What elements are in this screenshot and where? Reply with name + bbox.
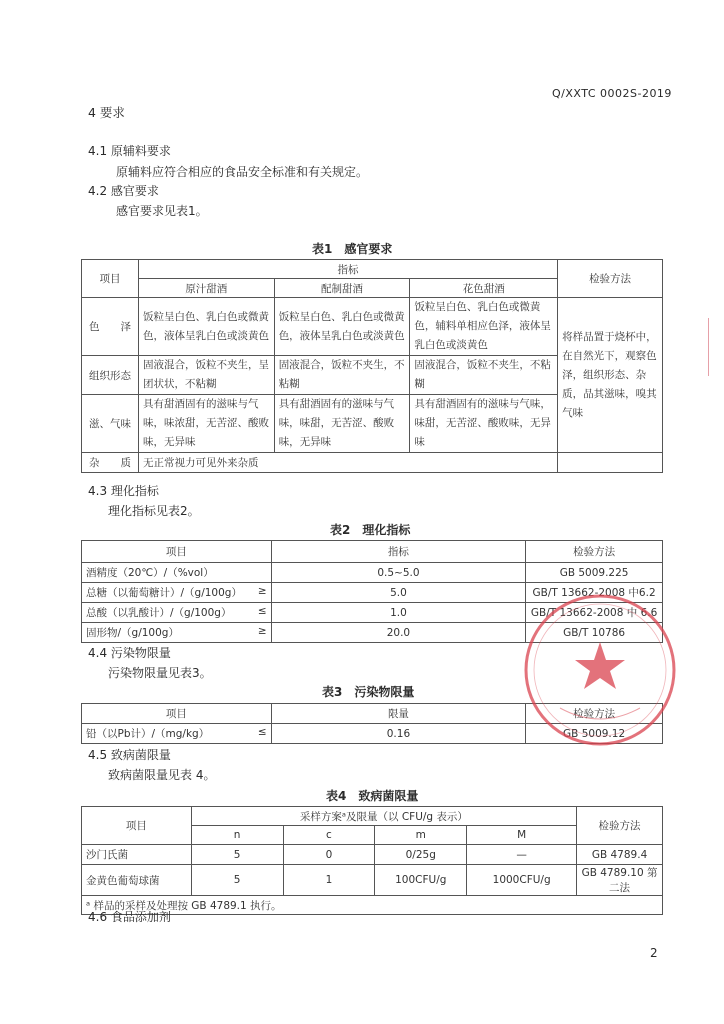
t4-row-staph-n: 5	[191, 865, 283, 896]
t4-header-item: 项目	[82, 807, 192, 845]
t1-row-taste-c2: 具有甜酒固有的滋味与气味，味甜，无苦涩、酸败味，无异味	[274, 395, 410, 453]
t2-row-acid-method: GB/T 13662-2008 中 6.6	[526, 603, 663, 623]
t1-row-impurity-text: 无正常视力可见外来杂质	[138, 453, 557, 473]
t1-row-taste-item: 滋、气味	[82, 395, 139, 453]
section-4-5-title: 4.5 致病菌限量	[88, 748, 171, 762]
table1-caption: 表1 感官要求	[312, 242, 393, 256]
section-4-2-title: 4.2 感官要求	[88, 184, 159, 198]
t2-row-sugar-value: 5.0	[271, 583, 525, 603]
page-number: 2	[650, 946, 658, 960]
t4-row-staph-m: 100CFU/g	[375, 865, 467, 896]
section-4-1-text: 原辅料应符合相应的食品安全标准和有关规定。	[116, 165, 369, 179]
t1-row-taste-c3: 具有甜酒固有的滋味与气味，味甜，无苦涩、酸败味，无异味	[410, 395, 558, 453]
t1-row-texture-c3: 固液混合，饭粒不夹生，不粘糊	[410, 356, 558, 395]
standard-number: Q/XXTC 0002S-2019	[552, 87, 672, 100]
t4-header-plan: 采样方案ᵃ及限量（以 CFU/g 表示）	[191, 807, 576, 826]
edge-seal-fragment	[708, 318, 724, 376]
t2-row-acid-op: ≤	[257, 605, 267, 617]
section-4-2-text: 感官要求见表1。	[116, 204, 208, 218]
section-4-3-text: 理化指标见表2。	[108, 504, 200, 518]
t1-header-index: 指标	[138, 260, 557, 279]
t3-row-lead-value: 0.16	[271, 724, 525, 744]
table3-caption: 表3 污染物限量	[322, 685, 415, 699]
t1-row-texture-c2: 固液混合，饭粒不夹生，不粘糊	[274, 356, 410, 395]
t1-subheader-original: 原汁甜酒	[138, 279, 274, 298]
t4-header-method: 检验方法	[577, 807, 663, 845]
t4-row-salmonella-method: GB 4789.4	[577, 845, 663, 865]
t1-method-cell: 将样品置于烧杯中，在自然光下，观察色泽，组织形态、杂质，品其滋味，嗅其气味	[558, 298, 663, 453]
t3-header-limit: 限量	[271, 704, 525, 724]
t2-row-solids-op: ≥	[257, 625, 267, 637]
t1-row-color-c3: 饭粒呈白色、乳白色或微黄色，辅料单相应色泽，液体呈乳白色或淡黄色	[410, 298, 558, 356]
t4-row-staph-method: GB 4789.10 第二法	[577, 865, 663, 896]
t2-row-acid-item: 总酸（以乳酸计）/（g/100g）	[86, 607, 232, 619]
section-4-3-title: 4.3 理化指标	[88, 484, 159, 498]
t1-header-item: 项目	[82, 260, 139, 298]
t2-row-sugar-item: 总糖（以葡萄糖计）/（g/100g）	[86, 587, 242, 599]
t4-row-salmonella-c: 0	[283, 845, 375, 865]
section-4-1-title: 4.1 原辅料要求	[88, 144, 171, 158]
t1-row-impurity-method	[558, 453, 663, 473]
t4-row-salmonella-item: 沙门氏菌	[82, 845, 192, 865]
t4-row-salmonella-m: 0/25g	[375, 845, 467, 865]
t1-row-color-c1: 饭粒呈白色、乳白色或微黄色，液体呈乳白色或淡黄色	[138, 298, 274, 356]
t4-row-salmonella-n: 5	[191, 845, 283, 865]
sensory-table	[81, 259, 663, 473]
section-4-5-text: 致病菌限量见表 4。	[108, 768, 216, 782]
t4-row-salmonella-M: —	[467, 845, 577, 865]
t2-row-sugar-method: GB/T 13662-2008 中6.2	[526, 583, 663, 603]
t1-row-texture-c1: 固液混合，饭粒不夹生，呈团状状，不粘糊	[138, 356, 274, 395]
t2-row-alcohol-method: GB 5009.225	[526, 563, 663, 583]
t3-header-method: 检验方法	[526, 704, 663, 724]
t1-subheader-mixed: 配制甜酒	[274, 279, 410, 298]
t4-row-staph-M: 1000CFU/g	[467, 865, 577, 896]
t2-row-sugar-op: ≥	[257, 585, 267, 597]
t2-header-index: 指标	[271, 541, 525, 563]
t1-subheader-flavored: 花色甜酒	[410, 279, 558, 298]
t2-row-solids-item: 固形物/（g/100g）	[86, 627, 179, 639]
t2-header-item: 项目	[82, 541, 272, 563]
section-4-title: 4 要求	[88, 105, 125, 120]
t2-row-alcohol-value: 0.5~5.0	[271, 563, 525, 583]
t1-row-color-c2: 饭粒呈白色、乳白色或微黄色，液体呈乳白色或淡黄色	[274, 298, 410, 356]
t4-subheader-n: n	[191, 826, 283, 845]
t4-subheader-m: m	[375, 826, 467, 845]
seal-star-icon	[575, 642, 625, 689]
t3-header-item: 项目	[82, 704, 272, 724]
table2-caption: 表2 理化指标	[330, 523, 411, 537]
section-4-4-title: 4.4 污染物限量	[88, 646, 171, 660]
t3-row-lead-method: GB 5009.12	[526, 724, 663, 744]
t1-row-color-item: 色 泽	[82, 298, 139, 356]
t1-row-taste-c1: 具有甜酒固有的滋味与气味，味浓甜，无苦涩、酸败味，无异味	[138, 395, 274, 453]
t4-row-staph-item: 金黄色葡萄球菌	[82, 865, 192, 896]
t2-row-solids-value: 20.0	[271, 623, 525, 643]
t1-header-method: 检验方法	[558, 260, 663, 298]
section-4-6-title: 4.6 食品添加剂	[88, 910, 171, 924]
t3-row-lead-op: ≤	[257, 726, 267, 738]
t2-row-solids-method: GB/T 10786	[526, 623, 663, 643]
company-seal-stamp	[520, 590, 680, 750]
t4-footnote: ᵃ 样品的采样及处理按 GB 4789.1 执行。	[82, 896, 663, 915]
pathogen-table	[81, 806, 663, 915]
t4-row-staph-c: 1	[283, 865, 375, 896]
t1-row-texture-item: 组织形态	[82, 356, 139, 395]
table4-caption: 表4 致病菌限量	[326, 789, 419, 803]
section-4-4-text: 污染物限量见表3。	[108, 666, 212, 680]
t3-row-lead-item: 铅（以Pb计）/（mg/kg）	[86, 728, 210, 740]
t2-row-acid-value: 1.0	[271, 603, 525, 623]
t2-header-method: 检验方法	[526, 541, 663, 563]
t4-subheader-c: c	[283, 826, 375, 845]
t2-row-alcohol-item: 酒精度（20℃）/（%vol）	[86, 567, 214, 579]
t1-row-impurity-item: 杂 质	[82, 453, 139, 473]
t4-subheader-M: M	[467, 826, 577, 845]
